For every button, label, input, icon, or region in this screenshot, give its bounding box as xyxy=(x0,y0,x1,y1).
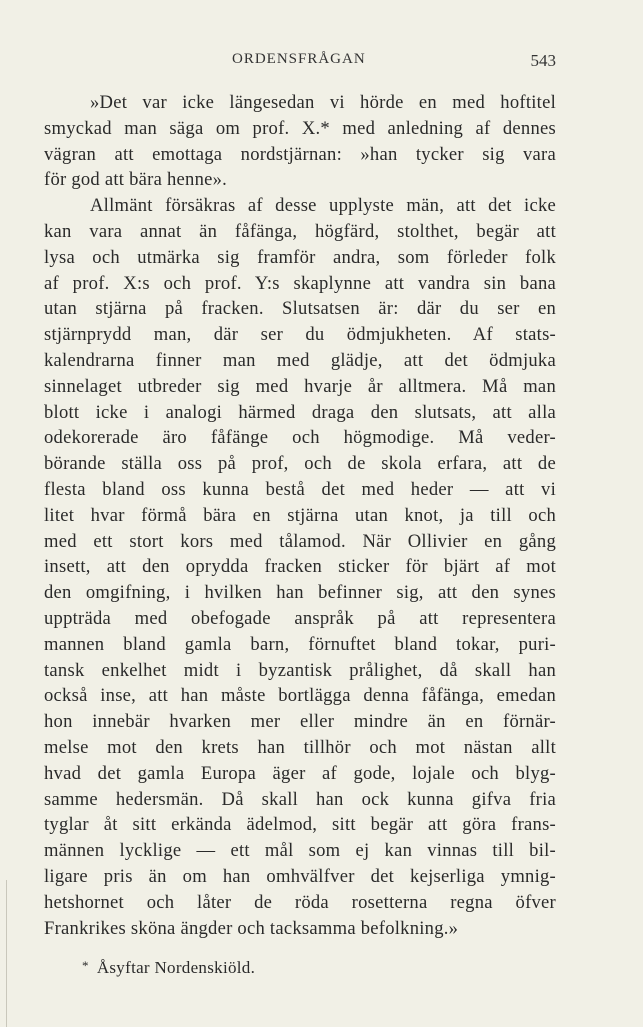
text-line: melse mot den krets han tillhör och mot nästan allt xyxy=(44,736,556,758)
text-line: vägran att emottaga nordstjärnan: »han tycker sig vara xyxy=(44,143,556,165)
text-line: lysa och utmärka sig framför andra, som förleder folk xyxy=(44,246,556,268)
footnote-mark: * xyxy=(82,958,89,973)
text-line: kalendrarna finner man med glädje, att det ödmjuka xyxy=(44,349,556,371)
text-line: tyglar åt sitt erkända ädelmod, sitt begär att göra frans- xyxy=(44,814,556,836)
text-line: »Det var icke längesedan vi hörde en med hoftitel xyxy=(90,92,556,113)
running-head: ORDENSFRÅGAN xyxy=(232,51,366,67)
body-text xyxy=(44,90,556,941)
text-line: hetshornet och låter de röda rosetterna regna öfver xyxy=(44,891,556,913)
text-line: blott icke i analogi härmed draga den slutsats, att alla xyxy=(44,401,556,423)
footnote xyxy=(82,954,255,980)
text-line: den omgifning, i hvilken han befinner sig, att den synes xyxy=(44,582,556,604)
text-line: Frankrikes sköna ängder och tacksamma befolkning.» xyxy=(44,917,459,939)
text-line: mannen bland gamla barn, förnuftet bland tokar, puri- xyxy=(44,633,556,655)
page-edge-shadow xyxy=(6,880,7,1027)
text-line: smyckad man säga om prof. X.* med anledning af dennes xyxy=(44,117,556,139)
text-line: hon innebär hvarken mer eller mindre än en förnär- xyxy=(44,711,556,733)
text-line: utan stjärna på fracken. Slutsatsen är: där du ser en xyxy=(44,298,556,320)
text-line: tansk enkelhet midt i byzantisk prålighet, då skall han xyxy=(44,659,556,681)
text-line: börande ställa oss på prof, och de skola erfara, att de xyxy=(44,453,556,475)
text-line: hvad det gamla Europa äger af gode, lojale och blyg- xyxy=(44,762,556,784)
text-line: uppträda med obefogade anspråk på att representera xyxy=(44,607,556,629)
text-line: litet hvar förmå bära en stjärna utan knot, ja till och xyxy=(44,504,556,526)
text-line: kan vara annat än fåfänga, högfärd, stolthet, begär att xyxy=(44,220,556,242)
text-line: flesta bland oss kunna bestå det med heder — att vi xyxy=(44,478,556,500)
text-line: samme hedersmän. Då skall han ock kunna gifva fria xyxy=(44,788,556,810)
page-header xyxy=(44,51,556,73)
text-line: insett, att den oprydda fracken sticker för bjärt af mot xyxy=(44,556,556,578)
text-line: odekorerade äro fåfänge och högmodige. Må veder- xyxy=(44,427,556,449)
text-line: ligare pris än om han omhvälfver det kejserliga ymnig- xyxy=(44,865,556,887)
text-line: af prof. X:s och prof. Y:s skaplynne att vandra sin bana xyxy=(44,272,556,294)
text-line: med ett stort kors med tålamod. När Ollivier en gång xyxy=(44,530,556,552)
text-line: sinnelaget utbreder sig med hvarje år alltmera. Må man xyxy=(44,375,556,397)
text-line: också inse, att han måste bortlägga denna fåfänga, emedan xyxy=(44,685,556,707)
page-number: 543 xyxy=(530,51,556,70)
text-line: stjärnprydd man, där ser du ödmjukheten. Af stats- xyxy=(44,324,556,346)
text-line: Allmänt försäkras af desse upplyste män, att det icke xyxy=(90,195,556,217)
footnote-text: Åsyftar Nordenskiöld. xyxy=(96,958,256,977)
text-line: för god att bära henne». xyxy=(44,169,228,191)
text-line: männen lycklige — ett mål som ej kan vinnas till bil- xyxy=(44,840,556,862)
